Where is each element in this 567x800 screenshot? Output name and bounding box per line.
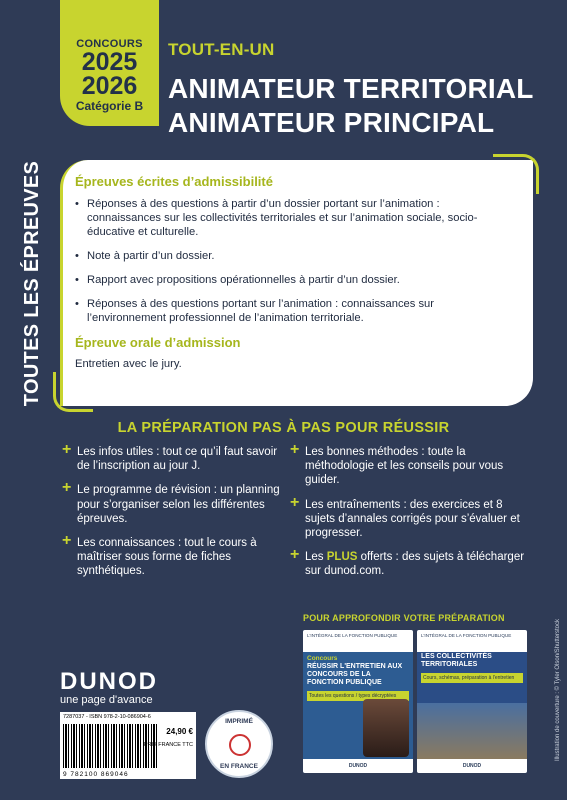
badge-year-1: 2025 (81, 48, 138, 76)
item-text-pre: Les (305, 551, 327, 564)
list-item (62, 479, 292, 526)
plus-icon: + (290, 546, 300, 564)
written-exams-heading: Épreuves écrites d’admissibilité (75, 174, 273, 189)
book-series-band: L'INTÉGRAL DE LA FONCTION PUBLIQUE (417, 630, 527, 652)
plus-icon: + (62, 441, 72, 458)
preparation-column-right (290, 441, 530, 589)
preparation-column-left (62, 441, 292, 589)
oral-exam-heading: Épreuve orale d’admission (75, 335, 241, 350)
printed-in-france-stamp (205, 710, 273, 778)
list-item (62, 441, 292, 473)
publisher-logo (60, 668, 158, 706)
publisher-name: DUNOD (60, 668, 158, 695)
plus-icon: + (290, 441, 300, 458)
price: 24,90 € (166, 727, 193, 736)
isbn-code: 7287037 - ISBN 978-2-10-086904-6 (63, 714, 151, 720)
plus-highlight: PLUS (326, 551, 358, 564)
book-cover-subtitle: Toutes les questions / types décryptées (307, 691, 409, 701)
item-text: Les connaissances : tout le cours à maîtriser sous forme de fiches synthétiques. (77, 537, 257, 578)
book-label: Concours (307, 655, 338, 662)
list-item (290, 546, 530, 578)
publisher-tagline: une page d'avance (60, 694, 153, 706)
cover-credit-text: Illustration de couverture : © Tyler Olson/Shutterstock (555, 618, 562, 762)
title-line-2: ANIMATEUR PRINCIPAL (168, 107, 495, 138)
side-label (15, 160, 51, 406)
preparation-title: LA PRÉPARATION PAS À PAS POUR RÉUSSIR (117, 420, 450, 436)
list-item: • Réponses à des questions portant sur l’animation : connaissances sur l’environnement professionnel de l’animation territoriale. (75, 297, 515, 325)
stamp-bottom-text: EN FRANCE (220, 763, 258, 770)
book-publisher: DUNOD (417, 759, 527, 773)
written-exams-list (75, 197, 515, 325)
item-text: Les infos utiles : tout ce qu’il faut savoir de l’inscription au jour J. (77, 446, 278, 473)
plus-icon: + (62, 479, 72, 497)
book-cover-photo (417, 703, 527, 759)
barcode-number: 9 782100 869046 (63, 771, 129, 778)
item-text: Les bonnes méthodes : toute la méthodologie et les conseils pour vous guider. (305, 446, 504, 487)
book-series-band: L'INTÉGRAL DE LA FONCTION PUBLIQUE (303, 630, 413, 652)
list-item (290, 441, 530, 488)
book-publisher: DUNOD (303, 759, 413, 773)
card-accent-corner (493, 154, 539, 194)
cover-credit (551, 600, 565, 780)
series-name: TOUT-EN-UN (168, 40, 275, 59)
list-item (290, 493, 530, 541)
barcode-block (60, 712, 196, 779)
plus-icon: + (62, 532, 72, 550)
title-line-1: ANIMATEUR TERRITORIAL (168, 73, 534, 104)
stamp-icon (229, 734, 251, 756)
card-accent-corner-bottom (53, 372, 93, 412)
related-book-entretien (303, 630, 413, 773)
list-item: • Rapport avec propositions opérationnelles à partir d’un dossier. (75, 273, 515, 287)
item-text: Les entraînements : des exercices et 8 sujets d’annales corrigés pour s’évaluer et progresser. (305, 498, 520, 540)
price-note: PRIX FRANCE TTC (143, 742, 193, 748)
list-item (62, 532, 292, 579)
list-item: • Réponses à des questions à partir d’un dossier portant sur l’animation : connaissances sur les collectivités territoriales et sur l’animation sociale, socio-éducative et culturelle. (75, 197, 515, 239)
badge-concours: CONCOURS (76, 38, 143, 50)
plus-icon: + (290, 493, 300, 511)
related-books-title: POUR APPROFONDIR VOTRE PRÉPARATION (303, 613, 505, 623)
book-cover-subtitle: Cours, schémas, préparation à l'entretien (421, 673, 523, 683)
list-item: • Note à partir d’un dossier. (75, 249, 515, 263)
oral-exam-text: Entretien avec le jury. (75, 358, 182, 370)
item-text: Le programme de révision : un planning pour s’organiser selon les différentes épreuves. (77, 484, 280, 525)
exams-card (60, 160, 533, 406)
related-book-collectivites (417, 630, 527, 773)
book-cover-title: RÉUSSIR L'ENTRETIEN AUX CONCOURS DE LA FONCTION PUBLIQUE (307, 663, 403, 686)
badge-category: Catégorie B (75, 99, 144, 113)
book-cover-title: LES COLLECTIVITÉS TERRITORIALES (421, 653, 492, 668)
side-label-text: TOUTES LES ÉPREUVES (21, 160, 44, 406)
badge-year-2: 2026 (81, 72, 138, 100)
book-cover-photo (363, 699, 409, 757)
book-title (168, 72, 534, 140)
year-badge (60, 0, 159, 126)
stamp-top-text: IMPRIMÉ (225, 718, 253, 725)
item-text-post: offerts : des sujets à télécharger sur dunod.com. (305, 551, 525, 578)
